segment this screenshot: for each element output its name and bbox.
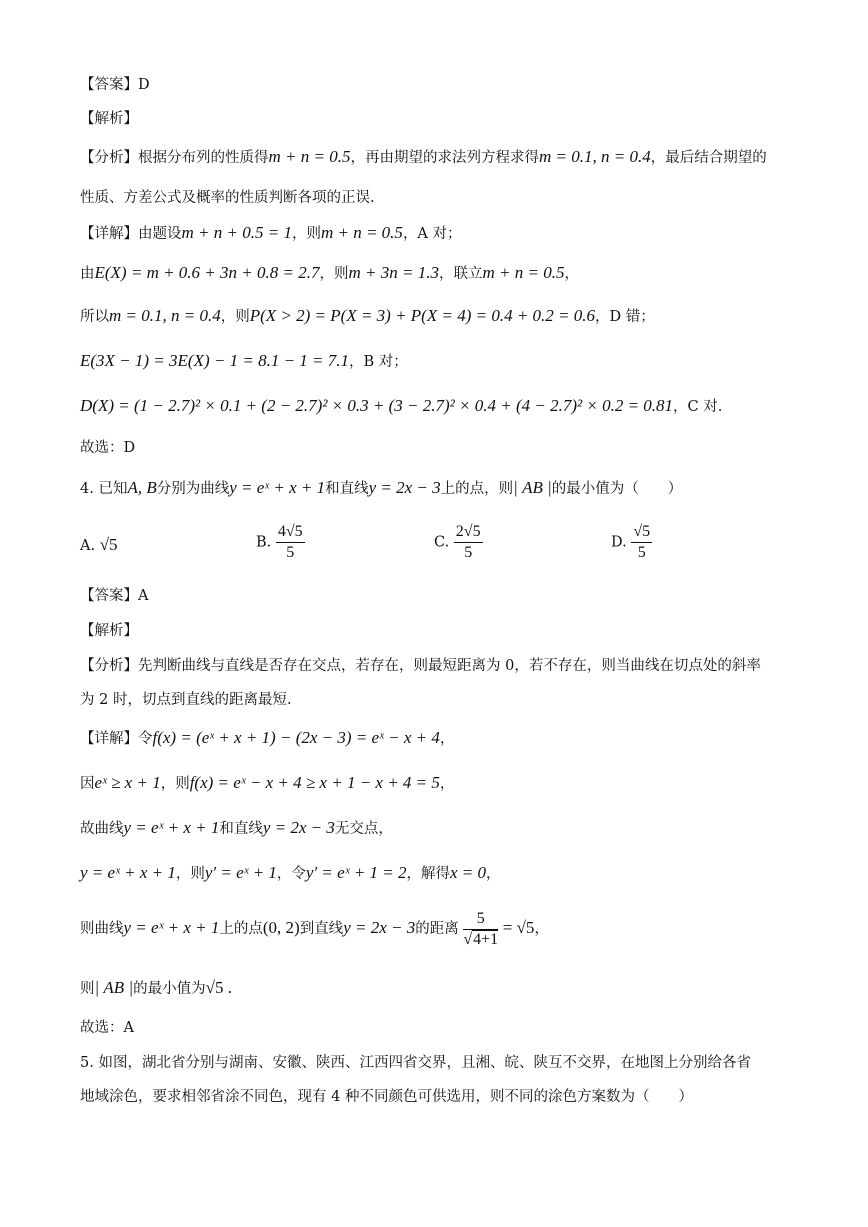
option-a: A. √5 <box>80 535 118 554</box>
q4-answer: 【答案】A <box>80 588 149 604</box>
q4-detail-fx: 【详解】令f(x) = (eˣ + x + 1) − (2x − 3) = eˣ − x + 4， <box>80 728 455 747</box>
q3-jiexi: 【解析】 <box>80 111 138 127</box>
q4-detail-min: 则| AB |的最小值为√5 . <box>80 978 232 997</box>
option-c: C. $\frac{2√5}{5}$ <box>434 523 481 561</box>
q3-analysis-line1: 【分析】根据分布列的性质得m + n = 0.5，再由期望的求法列方程求得m = 0.1, n = 0.4，最后结合期望的 <box>80 147 767 166</box>
distance-fraction: $\frac{5}{√4+1}$ <box>463 909 499 948</box>
q3-analysis-line2: 性质、方差公式及概率的性质判断各项的正误. <box>80 190 375 206</box>
option-b-fraction: $\frac{4√5}{5}$ <box>277 523 303 561</box>
option-b: B. $\frac{4√5}{5}$ <box>256 523 303 561</box>
q4-jiexi: 【解析】 <box>80 623 138 639</box>
q3-detail-probability: 所以m = 0.1, n = 0.4，则P(X > 2) = P(X = 3) + P(X = 4) = 0.4 + 0.2 = 0.6，D 错； <box>80 306 655 325</box>
q4-stem: 4. 已知A, B分别为曲线y = eˣ + x + 1和直线y = 2x − 3上的点，则| AB |的最小值为（ ） <box>80 478 683 497</box>
option-d: D. $\frac{√5}{5}$ <box>611 523 651 561</box>
q3-select: 故选：D <box>80 440 136 456</box>
option-d-fraction: $\frac{√5}{5}$ <box>633 523 651 561</box>
q4-analysis-line1: 【分析】先判断曲线与直线是否存在交点，若存在，则最短距离为 0，若不存在，则当曲线在切点处的斜率 <box>80 658 761 674</box>
q3-detail-expectation: 由E(X) = m + 0.6 + 3n + 0.8 = 2.7，则m + 3n = 1.3，联立m + n = 0.5， <box>80 263 579 282</box>
q4-detail-distance: 则曲线y = eˣ + x + 1上的点(0, 2)到直线y = 2x − 3的距离 $\frac{5}{√4+1}$ = √5， <box>80 909 549 948</box>
q4-detail-inequality: 因eˣ ≥ x + 1，则f(x) = eˣ − x + 4 ≥ x + 1 − x + 4 = 5， <box>80 773 455 792</box>
q5-stem-line2: 地域涂色，要求相邻省涂不同色，现有 4 种不同颜色可供选用，则不同的涂色方案数为（ ） <box>80 1089 693 1105</box>
q3-detail-e2: E(3X − 1) = 3E(X) − 1 = 8.1 − 1 = 7.1，B 对； <box>80 351 408 370</box>
q3-detail-line1: 【详解】由题设m + n + 0.5 = 1，则m + n = 0.5，A 对； <box>80 223 462 242</box>
q4-select: 故选：A <box>80 1020 134 1036</box>
q4-detail-derivative: y = eˣ + x + 1，则y′ = eˣ + 1，令y′ = eˣ + 1 = 2，解得x = 0， <box>80 863 501 882</box>
q4-analysis-line2: 为 2 时，切点到直线的距离最短. <box>80 692 292 708</box>
q3-detail-variance: D(X) = (1 − 2.7)² × 0.1 + (2 − 2.7)² × 0.3 + (3 − 2.7)² × 0.4 + (4 − 2.7)² × 0.2 = 0.81，C 对. <box>80 396 723 415</box>
q3-answer: 【答案】D <box>80 77 150 93</box>
q4-detail-no-intersection: 故曲线y = eˣ + x + 1和直线y = 2x − 3无交点， <box>80 818 393 837</box>
option-c-fraction: $\frac{2√5}{5}$ <box>455 523 481 561</box>
q5-stem-line1: 5. 如图，湖北省分别与湖南、安徽、陕西、江西四省交界，且湘、皖、陕互不交界，在地图上分别给各省 <box>80 1055 751 1071</box>
